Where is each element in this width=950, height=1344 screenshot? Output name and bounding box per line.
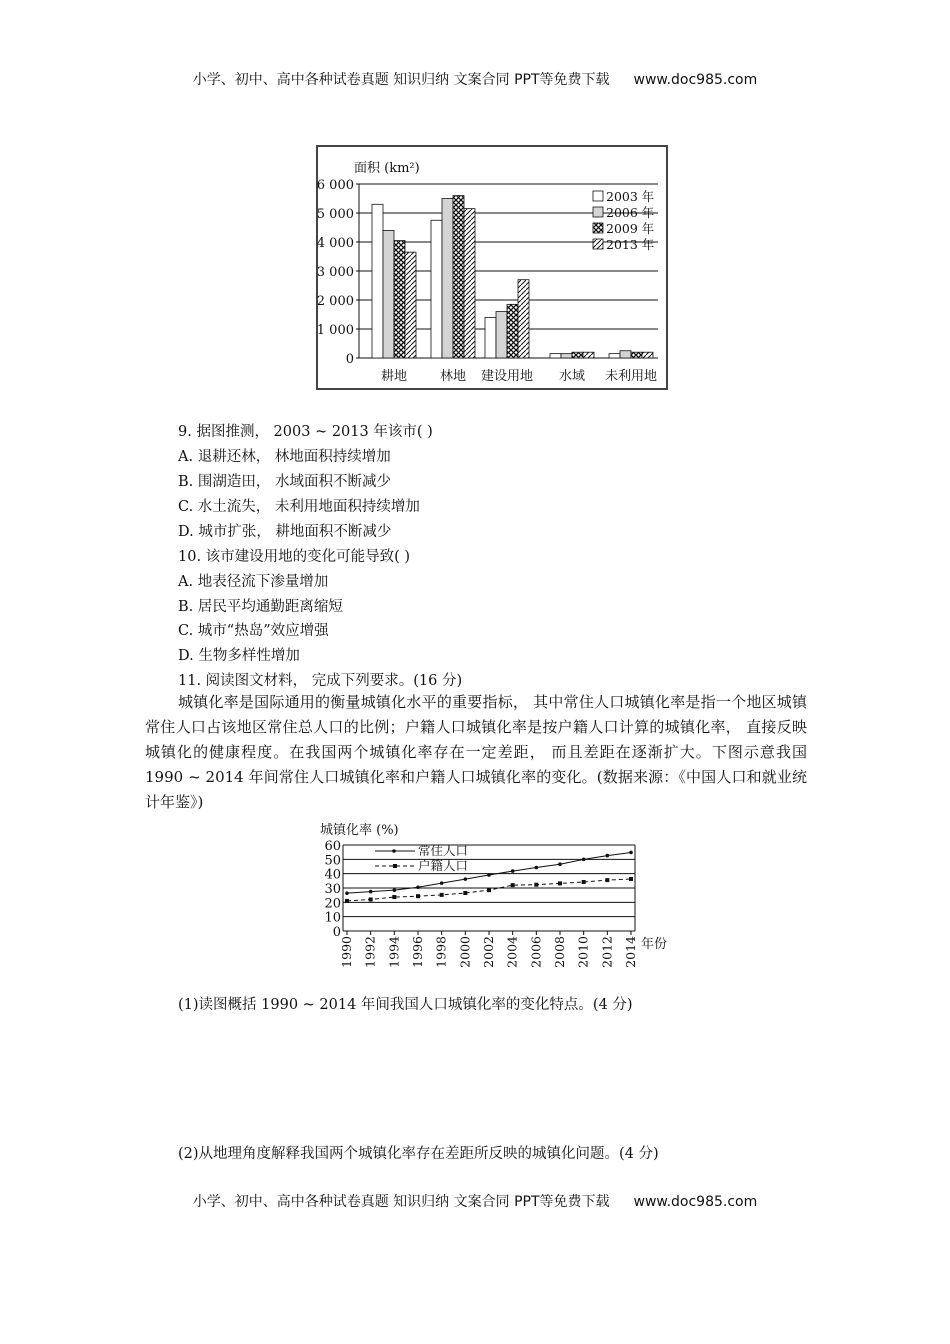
legend-label: 2013 年 [606, 237, 655, 252]
y-tick-label: 2 000 [316, 294, 354, 309]
bar [550, 354, 561, 358]
legend-label: 2006 年 [606, 205, 655, 220]
q11-paragraph: 城镇化率是国际通用的衡量城镇化水平的重要指标， 其中常住人口城镇化率是指一个地区城镇常住人口占该地区常住总人口的比例；户籍人口城镇化率是按户籍人口计算的城镇化率， 直接反映城镇化的健康程度。在我国两个城镇化率存在一定差距， 而且差距在逐渐扩大。下图示意我国 1990 ~ 2014 年间常住人口城镇化率和户籍人口城镇化率的变化。(数据来源：《中国人口和就业统计年鉴》) [145, 693, 807, 811]
data-point [606, 854, 610, 858]
x-tick-label: 2000 [457, 936, 473, 968]
legend-swatch [593, 191, 603, 201]
x-tick-label: 1990 [339, 936, 354, 968]
y-tick-label: 30 [324, 882, 341, 897]
bar [631, 352, 642, 358]
bar [394, 241, 405, 358]
legend-label: 2003 年 [606, 189, 655, 204]
y-tick-label: 0 [345, 352, 354, 367]
y-axis-label: 面积 (km²) [354, 161, 420, 176]
data-point [416, 885, 420, 889]
q11-stem: 11. 阅读图文材料， 完成下列要求。(16 分) [178, 673, 463, 689]
footer-url[interactable]: www.doc985.com [633, 1194, 758, 1210]
x-tick-label: 林地 [439, 369, 467, 384]
x-tick-label: 2004 [504, 936, 520, 968]
x-tick-label: 2008 [552, 936, 567, 968]
data-point [629, 877, 633, 881]
data-point [393, 888, 397, 892]
bar [405, 252, 416, 358]
bar [485, 317, 496, 358]
data-point [582, 880, 586, 884]
x-tick-label: 2014 [623, 936, 638, 968]
x-axis-label: 年份 [641, 937, 668, 952]
bar [583, 352, 594, 358]
y-tick-label: 3 000 [316, 265, 354, 280]
data-point [558, 862, 562, 866]
data-point [511, 883, 515, 887]
y-tick-label: 50 [324, 853, 341, 869]
y-tick-label: 1 000 [316, 323, 354, 338]
bar [442, 199, 453, 359]
x-tick-label: 未利用地 [604, 369, 658, 384]
data-point [487, 873, 491, 877]
header-url[interactable]: www.doc985.com [633, 72, 758, 88]
x-tick-label: 1994 [386, 936, 402, 968]
y-tick-label: 6 000 [316, 178, 354, 193]
bar [620, 351, 631, 358]
q10-option-a: A. 地表径流下渗量增加 [178, 574, 329, 590]
data-point [487, 888, 491, 892]
land-use-bar-chart [316, 145, 668, 390]
bar [507, 304, 518, 358]
y-tick-label: 40 [324, 867, 341, 883]
data-point [440, 881, 444, 885]
legend-marker [393, 864, 397, 868]
x-tick-label: 1992 [362, 936, 378, 968]
legend-swatch [593, 223, 603, 233]
legend-label: 2009 年 [606, 221, 655, 236]
data-point [511, 869, 515, 873]
urbanization-line-chart [315, 818, 675, 968]
bar [453, 196, 464, 358]
header-text: 小学、初中、高中各种试卷真题 知识归纳 文案合同 PPT等免费下载 [192, 72, 610, 88]
bar [609, 354, 620, 358]
bar [383, 230, 394, 358]
y-tick-label: 0 [332, 925, 341, 940]
bar [464, 209, 475, 358]
q11-sub1: (1)读图概括 1990 ~ 2014 年间我国人口城镇化率的变化特点。(4 分) [178, 997, 633, 1013]
bar [496, 312, 507, 358]
y-tick-label: 5 000 [316, 207, 354, 222]
y-tick-label: 10 [324, 910, 341, 926]
footer-text: 小学、初中、高中各种试卷真题 知识归纳 文案合同 PPT等免费下载 [192, 1194, 610, 1210]
q9-option-b: B. 围湖造田， 水域面积不断减少 [178, 474, 391, 490]
bar [372, 204, 383, 358]
q10-stem: 10. 该市建设用地的变化可能导致( ) [178, 549, 411, 565]
data-point [416, 894, 420, 898]
bar [642, 352, 653, 358]
x-tick-label: 2010 [575, 936, 591, 968]
x-tick-label: 2012 [599, 936, 615, 968]
data-point [369, 897, 373, 901]
y-tick-label: 4 000 [316, 236, 354, 251]
y-tick-label: 60 [324, 839, 341, 854]
data-point [534, 883, 538, 887]
x-tick-label: 1998 [433, 936, 449, 968]
x-tick-label: 2006 [528, 936, 544, 968]
data-point [369, 890, 373, 894]
legend-label: 户籍人口 [418, 858, 469, 873]
data-point [463, 891, 467, 895]
series-line [347, 852, 631, 893]
q9-option-d: D. 城市扩张， 耕地面积不断减少 [178, 524, 392, 540]
y-axis-label: 城镇化率 (%) [320, 823, 399, 838]
data-point [558, 881, 562, 885]
page-header [0, 69, 950, 89]
q10-option-d: D. 生物多样性增加 [178, 648, 300, 664]
q10-option-b: B. 居民平均通勤距离缩短 [178, 599, 343, 615]
x-tick-label: 水域 [558, 369, 586, 384]
data-point [392, 895, 396, 899]
q10-option-c: C. 城市“热岛”效应增强 [178, 623, 329, 639]
q9-option-a: A. 退耕还林， 林地面积持续增加 [178, 449, 391, 465]
x-tick-label: 1996 [410, 936, 425, 968]
data-point [345, 891, 349, 895]
data-point [629, 851, 633, 855]
data-point [440, 893, 444, 897]
x-tick-label: 建设用地 [480, 369, 534, 384]
legend-swatch [593, 239, 603, 249]
bar [431, 220, 442, 358]
legend-label: 常住人口 [418, 843, 469, 858]
data-point [345, 899, 349, 903]
data-point [464, 877, 468, 881]
y-tick-label: 20 [324, 896, 341, 912]
bar [518, 280, 529, 358]
data-point [605, 878, 609, 882]
data-point [582, 858, 586, 862]
data-point [535, 866, 539, 870]
q9-option-c: C. 水土流失， 未利用地面积持续增加 [178, 499, 420, 515]
x-tick-label: 耕地 [380, 369, 408, 384]
legend-swatch [593, 207, 603, 217]
x-tick-label: 2002 [481, 936, 496, 968]
page-footer [0, 1191, 950, 1211]
legend-marker [392, 849, 396, 853]
q11-sub2: (2)从地理角度解释我国两个城镇化率存在差距所反映的城镇化问题。(4 分) [178, 1146, 659, 1162]
q9-stem: 9. 据图推测， 2003 ~ 2013 年该市( ) [178, 424, 433, 440]
bar [572, 352, 583, 358]
bar [561, 354, 572, 358]
